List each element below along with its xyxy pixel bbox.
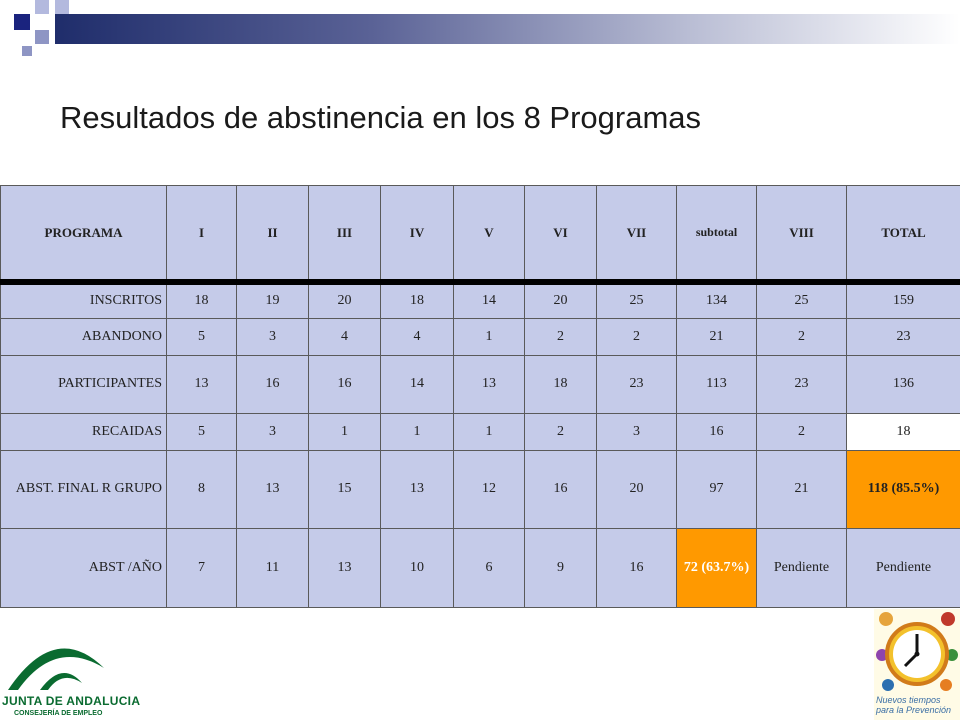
table-cell: 1: [454, 413, 525, 450]
header-square-lavender: [35, 0, 49, 14]
table-cell: 13: [381, 450, 454, 528]
table-cell: 16: [677, 413, 757, 450]
table-cell: 14: [381, 355, 454, 413]
slide-title: Resultados de abstinencia en los 8 Programas: [60, 100, 702, 135]
table-cell: 13: [167, 355, 237, 413]
table-header-row: [1, 186, 960, 283]
table-cell: 2: [597, 318, 677, 355]
logo-text-consejeria: CONSEJERÍA DE EMPLEO: [14, 710, 103, 717]
table-cell: 21: [677, 318, 757, 355]
table-cell: 16: [525, 450, 597, 528]
table-cell: 2: [757, 318, 847, 355]
table-cell: Pendiente: [847, 528, 960, 607]
table-cell: 20: [525, 282, 597, 318]
header-i: I: [167, 186, 237, 283]
table-cell: 20: [309, 282, 381, 318]
header-subtotal: subtotal: [677, 186, 757, 283]
table-row-recaidas: [1, 413, 960, 450]
table-cell: 13: [309, 528, 381, 607]
table-cell: 5: [167, 318, 237, 355]
table-cell: 6: [454, 528, 525, 607]
table-cell: 18: [847, 413, 960, 450]
table-cell: 25: [757, 282, 847, 318]
table-cell: 9: [525, 528, 597, 607]
clock-icon: [874, 609, 960, 695]
table-cell: 97: [677, 450, 757, 528]
header-ii: II: [237, 186, 309, 283]
results-table: [0, 185, 960, 608]
header-iv: IV: [381, 186, 454, 283]
table-cell: 1: [381, 413, 454, 450]
table-cell: 19: [237, 282, 309, 318]
row-label: INSCRITOS: [1, 282, 167, 318]
header-square-lavender-2: [55, 0, 69, 14]
header-total: TOTAL: [847, 186, 960, 283]
header-v: V: [454, 186, 525, 283]
table-cell: 16: [309, 355, 381, 413]
table-cell: 25: [597, 282, 677, 318]
prevention-clock-logo: [874, 609, 960, 720]
table-cell: 13: [454, 355, 525, 413]
table-cell: 23: [847, 318, 960, 355]
header-vi: VI: [525, 186, 597, 283]
table-cell: 21: [757, 450, 847, 528]
header-square-mid: [35, 30, 49, 44]
table-cell: 2: [525, 413, 597, 450]
header-programa: PROGRAMA: [1, 186, 167, 283]
table-cell: 18: [167, 282, 237, 318]
header-vii: VII: [597, 186, 677, 283]
header-viii: VIII: [757, 186, 847, 283]
table-cell: 15: [309, 450, 381, 528]
row-label: ABST /AÑO: [1, 528, 167, 607]
table-cell: 113: [677, 355, 757, 413]
logo-caption: Nuevos tiempos para la Prevención: [876, 695, 952, 715]
row-label: ABST. FINAL R GRUPO: [1, 450, 167, 528]
table-row-participantes: [1, 355, 960, 413]
table-cell: 16: [237, 355, 309, 413]
highlight-cell-total: 118 (85.5%): [847, 450, 960, 528]
table-row-abst-ano: [1, 528, 960, 607]
table-cell: Pendiente: [757, 528, 847, 607]
table-cell: 134: [677, 282, 757, 318]
table-cell: 14: [454, 282, 525, 318]
table-cell: 18: [525, 355, 597, 413]
table-row-abst-final: [1, 450, 960, 528]
header-gradient-bar: [55, 14, 960, 44]
table-cell: 136: [847, 355, 960, 413]
table-cell: 1: [309, 413, 381, 450]
table-cell: 2: [525, 318, 597, 355]
table-cell: 4: [309, 318, 381, 355]
table-cell: 16: [597, 528, 677, 607]
table-row-inscritos: [1, 282, 960, 318]
table-cell: 23: [757, 355, 847, 413]
junta-andalucia-logo: [0, 628, 140, 720]
table-cell: 10: [381, 528, 454, 607]
row-label: PARTICIPANTES: [1, 355, 167, 413]
table-cell: 1: [454, 318, 525, 355]
header-iii: III: [309, 186, 381, 283]
table-cell: 3: [237, 318, 309, 355]
table-cell: 13: [237, 450, 309, 528]
logo-text-junta: JUNTA DE ANDALUCIA: [2, 694, 141, 708]
table-cell: 3: [597, 413, 677, 450]
table-cell: 8: [167, 450, 237, 528]
table-cell: 11: [237, 528, 309, 607]
row-label: ABANDONO: [1, 318, 167, 355]
table-cell: 20: [597, 450, 677, 528]
table-cell: 2: [757, 413, 847, 450]
table-cell: 18: [381, 282, 454, 318]
table-cell: 12: [454, 450, 525, 528]
junta-emblem-icon: [0, 628, 140, 694]
table-cell: 4: [381, 318, 454, 355]
table-cell: 5: [167, 413, 237, 450]
table-row-abandono: [1, 318, 960, 355]
header-square-navy: [14, 14, 30, 30]
highlight-cell-subtotal: 72 (63.7%): [677, 528, 757, 607]
table-cell: 7: [167, 528, 237, 607]
table-cell: 23: [597, 355, 677, 413]
table-cell: 3: [237, 413, 309, 450]
row-label: RECAIDAS: [1, 413, 167, 450]
table-cell: 159: [847, 282, 960, 318]
header-square-small: [22, 46, 32, 56]
